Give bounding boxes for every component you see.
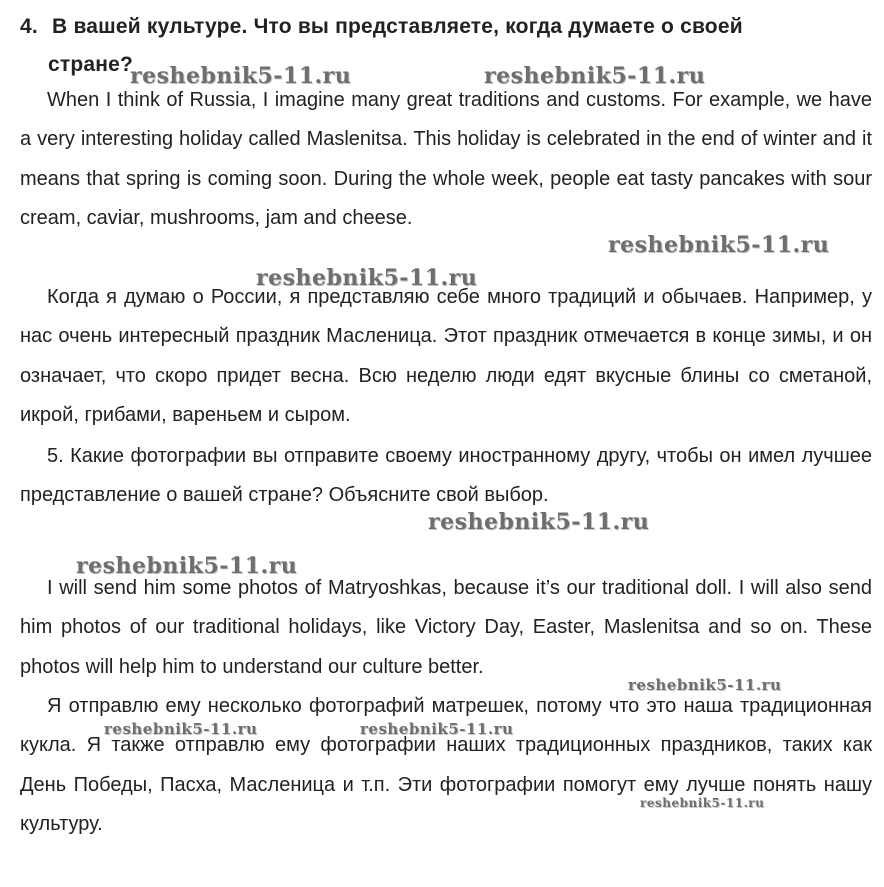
watermark: reshebnik5-11.ru [256, 265, 478, 291]
watermark: reshebnik5-11.ru [628, 676, 782, 694]
question-4-line1: В вашей культуре. Что вы представляете, когда думаете о своей [52, 15, 743, 38]
question-4-number: 4. [20, 15, 38, 38]
answer-5-english: I will send him some photos of Matryoshkas, because it’s our traditional doll. I will also send him photos of our traditional holidays, like Victory Day, Easter, Maslenitsa and so on. These photos will help him to understand our culture better. [20, 577, 872, 678]
watermark: reshebnik5-11.ru [360, 720, 514, 738]
question-5: 5. Какие фотографии вы отправите своему иностранному другу, чтобы он имел лучшее представление о вашей стране? Объясните свой выбор. [20, 445, 872, 507]
watermark: reshebnik5-11.ru [130, 63, 352, 89]
watermark: reshebnik5-11.ru [104, 720, 258, 738]
watermark: reshebnik5-11.ru [484, 63, 706, 89]
watermark: reshebnik5-11.ru [608, 232, 830, 258]
answer-4-russian: Когда я думаю о России, я представляю себе много традиций и обычаев. Например, у нас очень интересный праздник Масленица. Этот праздник отмечается в конце зимы, и он означает, что скоро придет весна. Всю неделю люди едят вкусные блины со сметаной, икрой, грибами, вареньем и сыром. [20, 286, 872, 426]
answer-4-english: When I think of Russia, I imagine many great traditions and customs. For example, we have a very interesting holiday called Maslenitsa. This holiday is celebrated in the end of winter and it means that spring is coming soon. During the whole week, people eat tasty pancakes with sour cream, caviar, mushrooms, jam and cheese. [20, 89, 872, 229]
question-4-line2: стране? [48, 53, 134, 76]
answer-5-russian: Я отправлю ему несколько фотографий матрешек, потому что это наша традиционная кукла. Я также отправлю ему фотографии наших традиционных праздников, таких как День Победы, Пасха, Масленица и т.п. Эти фотографии помогут ему лучше понять нашу культуру. [20, 695, 872, 835]
watermark: reshebnik5-11.ru [76, 553, 298, 579]
watermark: reshebnik5-11.ru [640, 796, 765, 810]
watermark: reshebnik5-11.ru [428, 509, 650, 535]
